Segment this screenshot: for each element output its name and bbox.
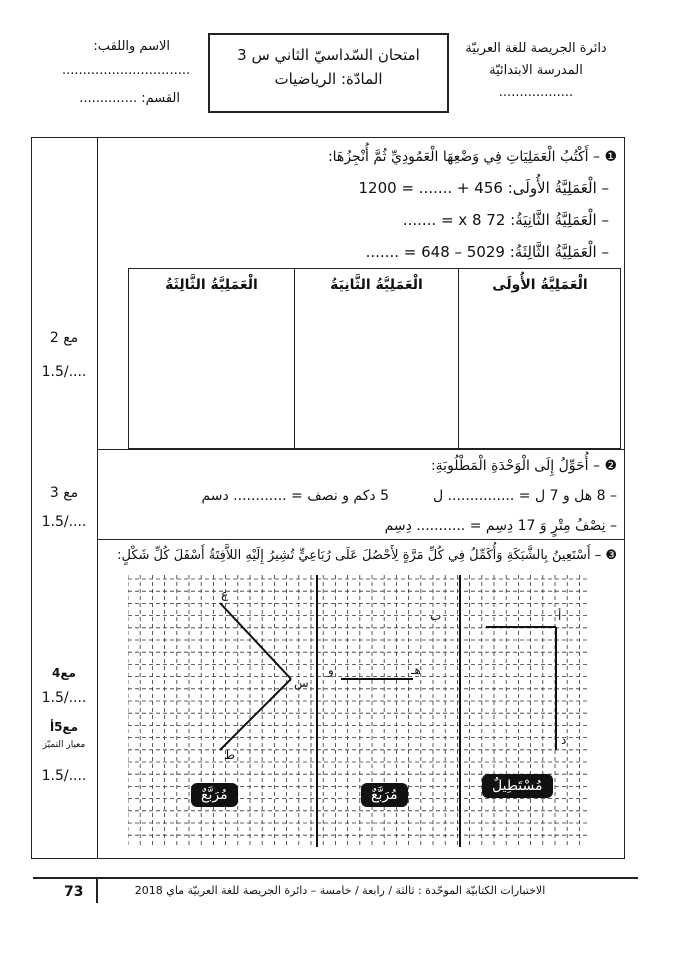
name-blank: ............................... <box>62 63 191 78</box>
q2-line2: – نِصْفُ مِتْرٍ وَ 17 دِسِم = ........... دِسِم <box>384 518 617 534</box>
section-divider-1 <box>97 449 625 450</box>
q2-line1-right: – 8 هل و 7 ل = ............... ل <box>432 488 617 504</box>
badge-rectangle: مُسْتَطِيلٌ <box>482 774 553 798</box>
operations-table <box>128 268 621 449</box>
q3-score4: 1.5/.... <box>41 690 87 706</box>
subject-title: المادّة: الرياضيات <box>274 70 383 88</box>
page-number: 73 <box>64 884 84 900</box>
q3-instruction <box>117 546 617 566</box>
q2-line1-left: 5 دكم و نصف = ............ دسم <box>201 488 389 504</box>
point-label-ba: ب <box>430 609 442 623</box>
school-blank: .................. <box>498 85 574 100</box>
ops-divider-2 <box>294 269 295 448</box>
point-label-waw: و <box>328 663 334 677</box>
point-label-alif: أ <box>558 609 562 623</box>
point-label-dal: د <box>561 733 567 747</box>
point-label-ain: ع <box>221 587 229 601</box>
q2-instruction-text: – أُحَوِّلُ إِلَى الْوَحْدَةِ الْمَطْلُوبَةِ: <box>430 458 600 474</box>
section-divider-2 <box>97 539 625 540</box>
q1-op2: – الْعَمَلِيَّةُ الثَّانِيَةُ: 72 x 8 = ....... <box>402 211 609 229</box>
footer-rule <box>33 877 638 879</box>
segment-sin-ta <box>220 679 291 750</box>
q2-score-label: مع 3 <box>49 485 79 501</box>
segment-ain-sin <box>220 603 291 679</box>
ops-divider-1 <box>458 269 459 448</box>
badge-square-left: مُرَبَّعٌ <box>191 783 238 807</box>
score-column-divider <box>97 137 98 859</box>
name-label: الاسم واللقب: <box>93 39 170 54</box>
exam-title-box <box>208 33 449 113</box>
q3-excellence-note: معيار التميّز <box>42 740 86 750</box>
ops-col-first: الْعَمَلِيَّةُ الأُولَى <box>492 277 588 293</box>
q2-instruction <box>431 456 617 476</box>
school-district: دائرة الجريصة للغة العربيّة <box>465 41 607 56</box>
q3-marker: ❸ <box>605 548 617 563</box>
ops-col-second: الْعَمَلِيَّةُ الثَّانِيَةُ <box>330 277 423 293</box>
ops-col-third: الْعَمَلِيَّةُ الثَّالِثَةُ <box>165 277 258 293</box>
q1-op1: – الْعَمَلِيَّةُ الأُولَى: 456 + ....... = 1200 <box>358 179 609 197</box>
q1-marker: ❶ <box>604 149 617 165</box>
q2-score: 1.5/.... <box>41 514 87 530</box>
badge-square-middle: مُرَبَّعٌ <box>361 783 408 807</box>
point-label-ha: هـ <box>411 663 421 677</box>
point-label-ta: ط <box>224 748 236 762</box>
q1-score: 1.5/.... <box>41 364 87 380</box>
school-name: المدرسة الابتدائيّة <box>489 63 583 78</box>
q1-score-label: مع 2 <box>49 330 79 346</box>
exam-title: امتحان السّداسيّ الثاني س 3 <box>237 46 420 64</box>
q3-instruction-text: – أَسْتَعِينُ بِالشَّبَكَةِ وَأُكَمِّلُ فِي كُلِّ مَرَّةٍ لِأَحْصُلَ عَلَى رُبَاعِيٍّ تُشِيرُ إِلَيْهِ اللاَّفِتَةُ أَسْفَلَ كُلِّ شَكْلٍ: <box>117 548 602 563</box>
q3-score5-label: مع5أ <box>49 720 79 734</box>
point-label-sin: س <box>294 676 309 690</box>
q1-op3: – الْعَمَلِيَّةُ الثَّالِثَةُ: 5029 – 648 = ....... <box>365 243 609 261</box>
q1-instruction-text: – أَكْتُبُ الْعَمَلِيَاتِ فِي وَضْعِهَا الْعَمُودِيِّ ثُمَّ أُنْجِزُهَا: <box>327 149 600 165</box>
q2-marker: ❷ <box>604 458 617 474</box>
footer-divider <box>96 877 98 903</box>
q3-score4-label: مع4 <box>52 666 76 680</box>
footer-text: الاختبارات الكتابيّة الموحّدة : ثالثة / رابعة / خامسة – دائرة الجريصة للغة العربيّة ماي 2018 <box>134 884 546 897</box>
q3-score5: 1.5/.... <box>41 768 87 784</box>
q1-instruction <box>328 147 617 167</box>
class-label: القسم: .............. <box>79 91 180 106</box>
